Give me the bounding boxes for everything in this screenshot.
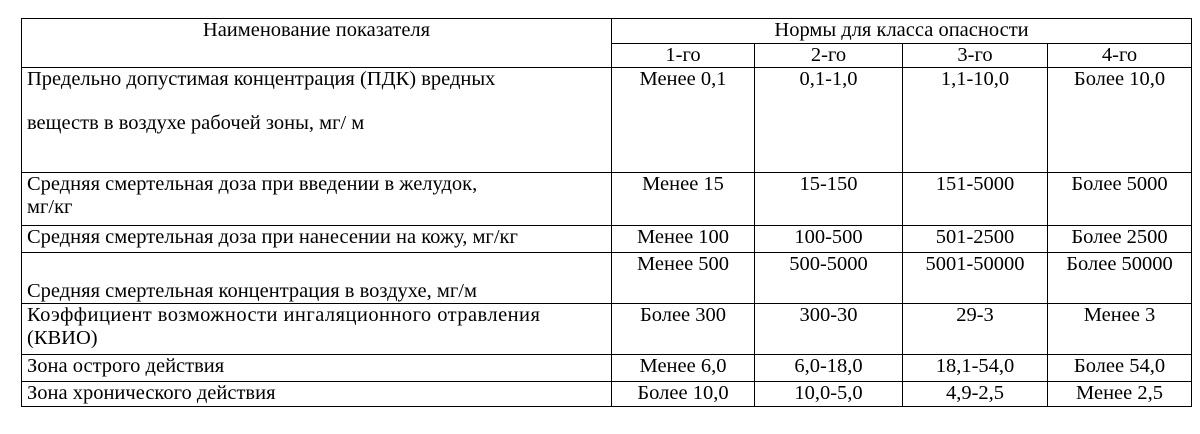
class-4-value: Более 50000 bbox=[1048, 253, 1192, 304]
class-2-value: 10,0-5,0 bbox=[755, 382, 903, 407]
class-3-value: 29-3 bbox=[903, 304, 1048, 355]
table-row bbox=[22, 355, 1192, 382]
class-2-header: 2-го bbox=[755, 44, 903, 68]
row-name bbox=[22, 173, 612, 226]
class-4-value: Более 5000 bbox=[1048, 173, 1192, 226]
class-4-value: Более 54,0 bbox=[1048, 355, 1192, 382]
class-1-value: Менее 0,1 bbox=[612, 68, 755, 173]
row-name: Средняя смертельная доза при нанесении на кожу, мг/кг bbox=[22, 226, 612, 253]
row-name bbox=[22, 253, 612, 304]
class-4-value: Менее 3 bbox=[1048, 304, 1192, 355]
class-1-value: Менее 500 bbox=[612, 253, 755, 304]
class-4-value: Более 10,0 bbox=[1048, 68, 1192, 173]
class-2-value: 300-30 bbox=[755, 304, 903, 355]
row-name bbox=[22, 68, 612, 173]
class-1-header: 1-го bbox=[612, 44, 755, 68]
class-3-value: 18,1-54,0 bbox=[903, 355, 1048, 382]
indicator-name-header: Наименование показателя bbox=[22, 19, 612, 68]
class-3-value: 5001-50000 bbox=[903, 253, 1048, 304]
class-3-header: 3-го bbox=[903, 44, 1048, 68]
class-1-value: Более 10,0 bbox=[612, 382, 755, 407]
row-name-line2: мг/кг bbox=[27, 196, 73, 218]
table-row bbox=[22, 173, 1192, 226]
class-4-value: Менее 2,5 bbox=[1048, 382, 1192, 407]
row-name-line1: Средняя смертельная доза при введении в желудок, bbox=[27, 173, 478, 195]
class-2-value: 500-5000 bbox=[755, 253, 903, 304]
row-name-line2: (КВИО) bbox=[27, 327, 98, 349]
class-1-value: Менее 15 bbox=[612, 173, 755, 226]
table-row bbox=[22, 226, 1192, 253]
table-row bbox=[22, 382, 1192, 407]
row-name-text: Средняя смертельная концентрация в воздухе, мг/м bbox=[27, 280, 477, 302]
table-row bbox=[22, 304, 1192, 355]
class-3-value: 4,9-2,5 bbox=[903, 382, 1048, 407]
class-3-value: 151-5000 bbox=[903, 173, 1048, 226]
table-row bbox=[22, 253, 1192, 304]
class-2-value: 0,1-1,0 bbox=[755, 68, 903, 173]
row-name: Зона острого действия bbox=[22, 355, 612, 382]
row-name: Зона хронического действия bbox=[22, 382, 612, 407]
hazard-class-table bbox=[21, 18, 1192, 407]
row-name bbox=[22, 304, 612, 355]
table-row bbox=[22, 68, 1192, 173]
class-2-value: 15-150 bbox=[755, 173, 903, 226]
class-1-value: Более 300 bbox=[612, 304, 755, 355]
class-1-value: Менее 6,0 bbox=[612, 355, 755, 382]
header-row bbox=[22, 19, 1192, 44]
row-name-line1: Предельно допустимая концентрация (ПДК) вредных bbox=[27, 68, 496, 90]
class-2-value: 100-500 bbox=[755, 226, 903, 253]
class-2-value: 6,0-18,0 bbox=[755, 355, 903, 382]
class-3-value: 501-2500 bbox=[903, 226, 1048, 253]
class-1-value: Менее 100 bbox=[612, 226, 755, 253]
norms-header: Нормы для класса опасности bbox=[612, 19, 1192, 44]
row-name-line1: Коэффициент возможности ингаляционного отравления bbox=[27, 304, 541, 326]
row-name-line2: веществ в воздухе рабочей зоны, мг/ м bbox=[27, 112, 365, 134]
class-3-value: 1,1-10,0 bbox=[903, 68, 1048, 173]
class-4-value: Более 2500 bbox=[1048, 226, 1192, 253]
class-4-header: 4-го bbox=[1048, 44, 1192, 68]
